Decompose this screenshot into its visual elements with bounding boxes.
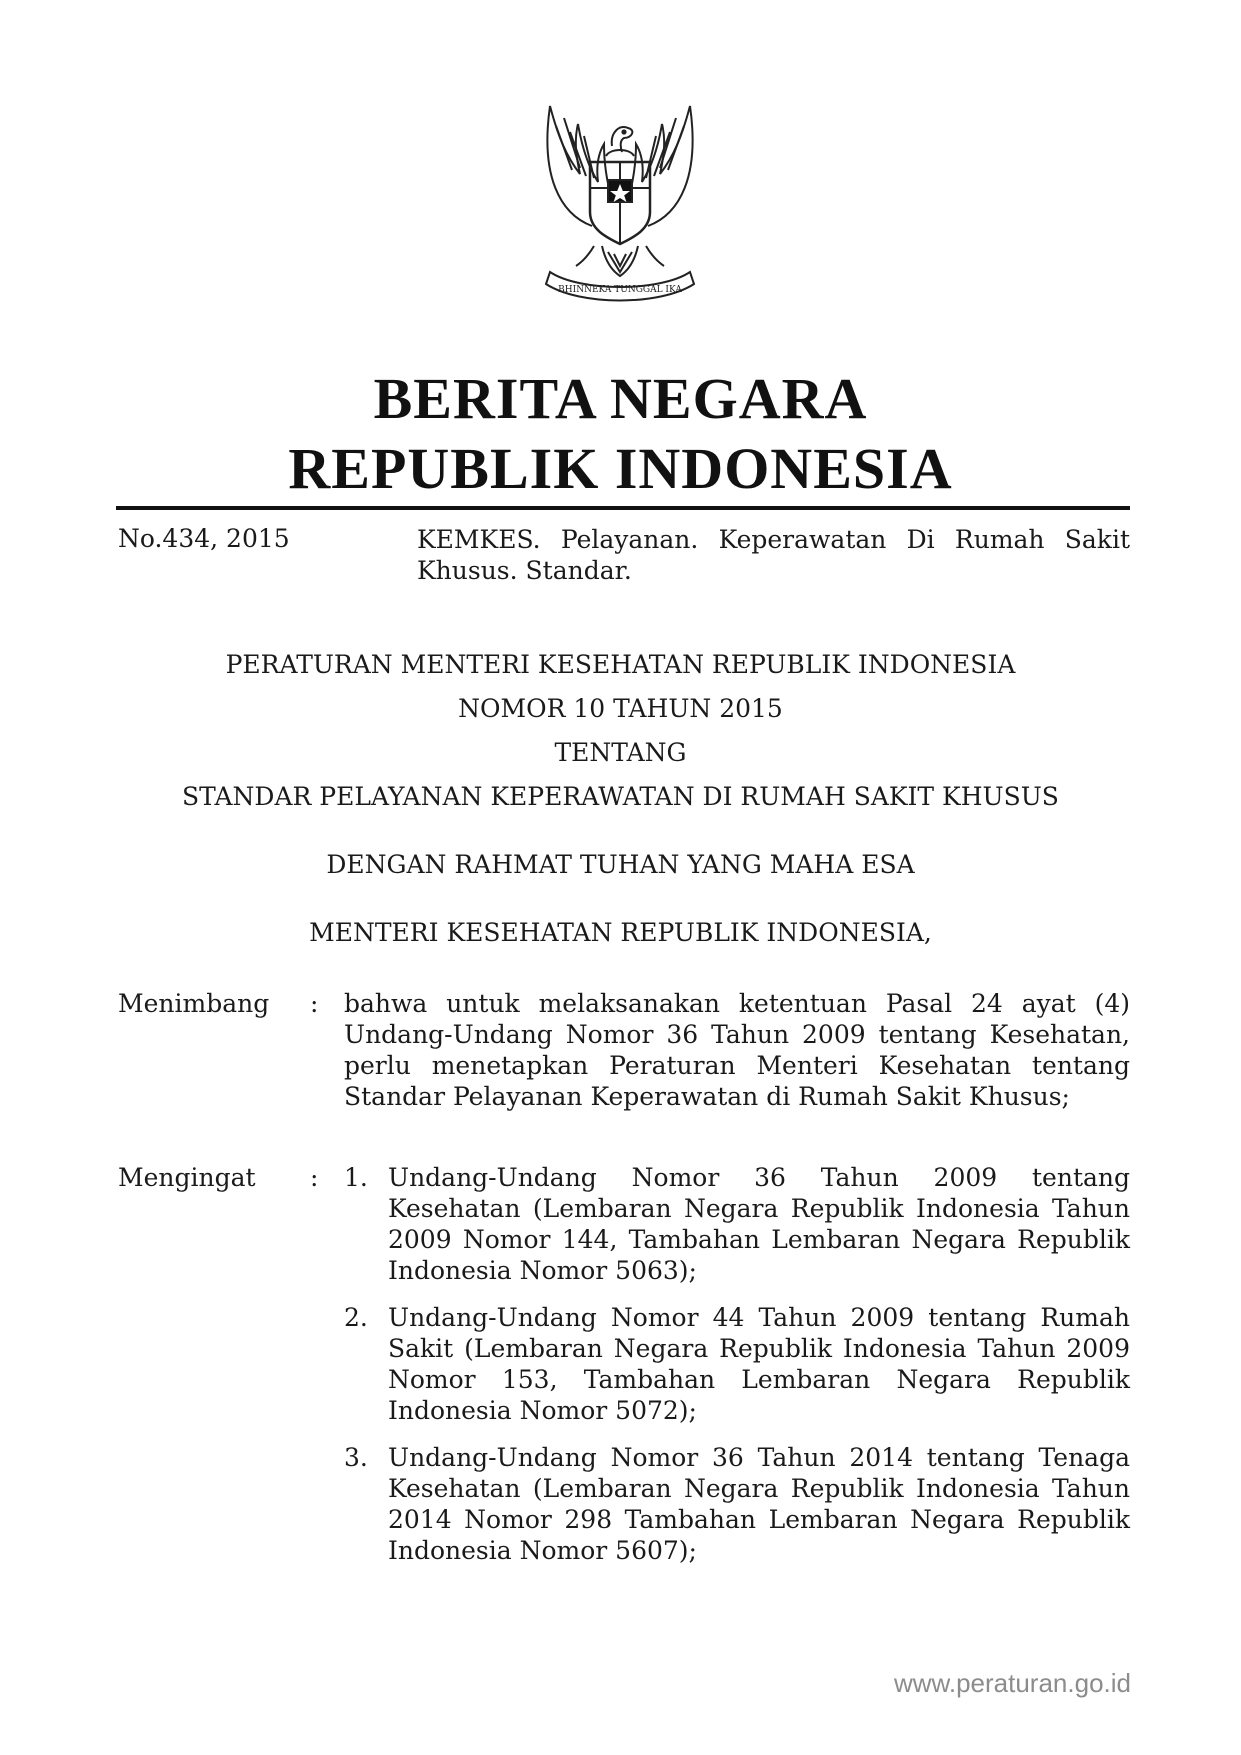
recalling-colon: :	[310, 1163, 319, 1192]
list-item-number: 2.	[344, 1303, 368, 1332]
regulation-number: NOMOR 10 TAHUN 2015	[458, 694, 783, 723]
recalling-label: Mengingat	[118, 1163, 256, 1192]
list-item-text: Undang-Undang Nomor 36 Tahun 2009 tentang Kesehatan (Lembaran Negara Republik Indonesia Tahun 2009 Nomor 144, Tambahan Lembaran Negara Republik Indonesia Nomor 5063);	[388, 1163, 1130, 1285]
regulation-about: TENTANG	[554, 738, 687, 767]
footer-url: www.peraturan.go.id	[893, 1668, 1131, 1698]
considering-colon: :	[310, 989, 319, 1018]
masthead-line-1: BERITA NEGARA	[373, 366, 868, 431]
document-subject: KEMKES. Pelayanan. Keperawatan Di Rumah Sakit Khusus. Standar.	[417, 525, 1130, 585]
masthead-divider	[116, 506, 1130, 510]
regulation-subject: STANDAR PELAYANAN KEPERAWATAN DI RUMAH SAKIT KHUSUS	[182, 782, 1059, 811]
regulation-grace: DENGAN RAHMAT TUHAN YANG MAHA ESA	[326, 850, 915, 879]
considering-label: Menimbang	[118, 989, 270, 1018]
document-number: No.434, 2015	[118, 524, 290, 553]
svg-text:BHINNEKA TUNGGAL IKA: BHINNEKA TUNGGAL IKA	[558, 285, 682, 295]
list-item-text: Undang-Undang Nomor 44 Tahun 2009 tentang Rumah Sakit (Lembaran Negara Republik Indonesia Tahun 2009 Nomor 153, Tambahan Lembaran Negara Republik Indonesia Nomor 5072);	[388, 1303, 1130, 1425]
regulation-title: PERATURAN MENTERI KESEHATAN REPUBLIK INDONESIA	[225, 650, 1016, 679]
list-item-number: 1.	[344, 1163, 368, 1192]
considering-text: bahwa untuk melaksanakan ketentuan Pasal 24 ayat (4) Undang-Undang Nomor 36 Tahun 2009 tentang Kesehatan, perlu menetapkan Peraturan Menteri Kesehatan tentang Standar Pelayanan Keperawatan di Rumah Sakit Khusus;	[344, 989, 1130, 1111]
garuda-emblem-icon	[520, 96, 720, 312]
list-item-text: Undang-Undang Nomor 36 Tahun 2014 tentang Tenaga Kesehatan (Lembaran Negara Republik Indonesia Tahun 2014 Nomor 298 Tambahan Lembaran Negara Republik Indonesia Nomor 5607);	[388, 1443, 1130, 1565]
regulation-authority: MENTERI KESEHATAN REPUBLIK INDONESIA,	[309, 918, 932, 947]
masthead-line-2: REPUBLIK INDONESIA	[288, 436, 953, 501]
list-item-number: 3.	[344, 1443, 368, 1472]
